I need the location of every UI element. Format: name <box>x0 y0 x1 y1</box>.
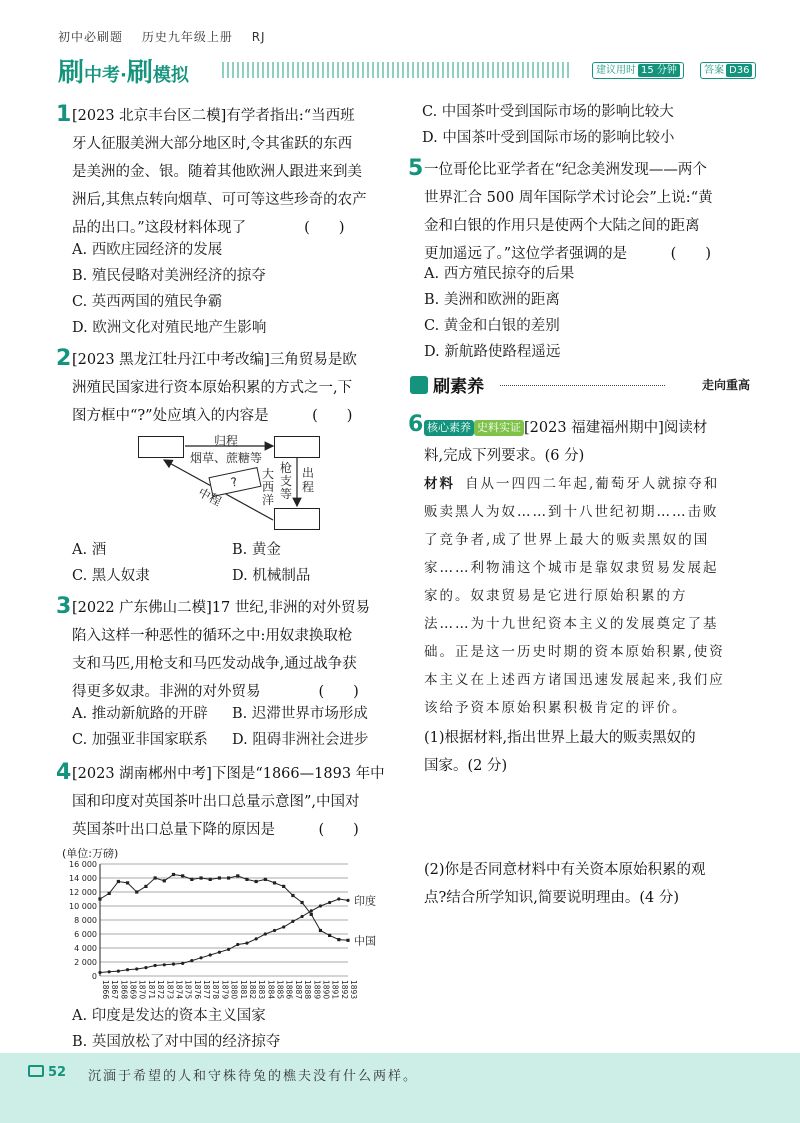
question-3-stem: [2022 广东佛山二模]17 世纪,非洲的对外贸易 陷入这样一种恶性的循环之中:用奴隶换取枪 支和马匹,用枪支和马匹发动战争,通过战争获 得更多奴隶。非洲的对外贸易 ( ) <box>72 600 370 700</box>
chart-point <box>282 925 285 928</box>
chart-point <box>273 881 276 884</box>
chart-point <box>245 878 248 881</box>
time-tag: 建议用时 15 分钟 <box>592 62 684 79</box>
q1-option-a[interactable]: A. 西欧庄园经济的发展 <box>72 242 223 258</box>
chart-point <box>245 942 248 945</box>
question-number-3: 3 <box>56 594 72 619</box>
chart-xtick-label: 1885 <box>275 980 285 1000</box>
footer <box>0 1053 800 1123</box>
section-divider <box>500 385 665 386</box>
footer-motto: 沉湎于希望的人和守株待兔的樵夫没有什么两样。 <box>88 1069 419 1084</box>
q4-option-b[interactable]: B. 英国放松了对中国的经济掠夺 <box>72 1034 281 1050</box>
chart-point <box>255 937 258 940</box>
chart-xtick-label: 1868 <box>119 980 129 1000</box>
sub-question-2: (2)你是否同意材料中有关资本原始积累的观 点?结合所学知识,简要说明理由。(4 分) <box>424 862 706 906</box>
chart-point <box>199 956 202 959</box>
chart-point <box>181 874 184 877</box>
q2-option-d[interactable]: D. 机械制品 <box>232 568 311 584</box>
q1-option-d[interactable]: D. 欧洲文化对殖民地产生影响 <box>72 320 267 336</box>
chart-ytick-label: 6 000 <box>74 930 97 939</box>
section-icon <box>410 376 428 394</box>
chart-xtick-label: 1877 <box>202 980 212 1000</box>
chart-xtick-label: 1893 <box>349 980 358 1000</box>
chart-point <box>190 959 193 962</box>
box-question: ? <box>208 467 261 497</box>
chart-xtick-label: 1879 <box>220 980 230 1000</box>
sub-question-1: (1)根据材料,指出世界上最大的贩卖黑奴的 国家。(2 分) <box>424 730 696 774</box>
book-name: 初中必刷题 <box>58 30 124 44</box>
chart-point <box>346 899 349 902</box>
chart-point <box>319 929 322 932</box>
chart-xtick-label: 1883 <box>257 980 267 1000</box>
chart-point <box>172 873 175 876</box>
q2-option-a[interactable]: A. 酒 <box>72 542 107 558</box>
chart-point <box>218 951 221 954</box>
q3-option-c[interactable]: C. 加强亚非国家联系 <box>72 732 208 748</box>
chart-xtick-label: 1878 <box>211 980 221 1000</box>
chart-ytick-label: 12 000 <box>69 888 97 897</box>
chart-xtick-label: 1882 <box>247 980 257 1000</box>
chart-point <box>310 909 313 912</box>
edition: RJ <box>251 30 266 44</box>
chart-point <box>98 971 101 974</box>
chart-point <box>264 932 267 935</box>
chart-point <box>117 970 120 973</box>
chart-ytick-label: 16 000 <box>69 860 97 869</box>
chart-point <box>218 876 221 879</box>
chart-ytick-label: 10 000 <box>69 902 97 911</box>
chart-xtick-label: 1870 <box>137 980 147 1000</box>
chart-point <box>273 929 276 932</box>
chart-point <box>255 880 258 883</box>
chart-svg <box>60 846 400 1026</box>
question-number-4: 4 <box>56 760 72 785</box>
answer-area-2[interactable] <box>424 914 744 1044</box>
badge-core: 核心素养 <box>424 420 474 436</box>
label-goods: 烟草、蔗糖等 <box>190 451 263 465</box>
chart-point <box>291 894 294 897</box>
q5-option-a[interactable]: A. 西方殖民掠夺的后果 <box>424 266 575 282</box>
chart-point <box>300 901 303 904</box>
chart-ytick-label: 8 000 <box>74 916 97 925</box>
chart-series-label: 印度 <box>354 894 376 908</box>
chart-xtick-label: 1889 <box>312 980 322 1000</box>
material-label: 材料 <box>424 476 455 492</box>
q1-option-c[interactable]: C. 英西两国的殖民争霸 <box>72 294 223 310</box>
box-america <box>274 436 320 458</box>
chart-point <box>154 964 157 967</box>
header-stripes <box>222 62 572 78</box>
chart-xtick-label: 1866 <box>101 980 110 1000</box>
chart-point <box>236 874 239 877</box>
question-4-stem: [2023 湖南郴州中考]下图是“1866—1893 年中 国和印度对英国茶叶出口总量示意图”,中国对 英国茶叶出口总量下降的原因是 ( ) <box>72 766 385 838</box>
chart-point <box>98 897 101 900</box>
triangle-trade-diagram <box>130 430 330 535</box>
chart-ytick-label: 4 000 <box>74 944 97 953</box>
chart-point <box>209 878 212 881</box>
chart-point <box>126 968 129 971</box>
q3-option-b[interactable]: B. 迟滞世界市场形成 <box>232 706 368 722</box>
chart-xtick-label: 1884 <box>266 980 276 1000</box>
q2-option-c[interactable]: C. 黑人奴隶 <box>72 568 150 584</box>
chart-series-line <box>100 875 348 941</box>
chart-xtick-label: 1875 <box>183 980 193 1000</box>
chart-xtick-label: 1892 <box>339 980 349 1000</box>
q4-option-d[interactable]: D. 中国茶叶受到国际市场的影响比较小 <box>422 130 675 146</box>
chart-point <box>126 881 129 884</box>
chart-point <box>319 904 322 907</box>
chart-point <box>154 876 157 879</box>
subject-name: 历史九年级上册 <box>141 30 233 44</box>
chart-point <box>300 915 303 918</box>
label-guns: 枪支等 <box>280 461 293 501</box>
chart-point <box>328 934 331 937</box>
chart-point <box>163 879 166 882</box>
chart-point <box>291 920 294 923</box>
chart-xtick-label: 1874 <box>174 980 184 1000</box>
answer-tag: 答案 D36 <box>700 62 756 79</box>
q2-option-b[interactable]: B. 黄金 <box>232 542 281 558</box>
chart-unit-label: (单位:万磅) <box>62 847 119 860</box>
label-ocean: 大西洋 <box>262 467 275 507</box>
chart-ytick-label: 0 <box>91 972 97 981</box>
tea-export-chart <box>60 846 400 1026</box>
chart-xtick-label: 1871 <box>146 980 156 1000</box>
chart-xtick-label: 1890 <box>321 980 331 1000</box>
label-middle: 中程 <box>195 485 224 509</box>
chart-point <box>328 901 331 904</box>
label-return: 归程 <box>214 434 239 448</box>
section-header <box>410 372 750 398</box>
chart-xtick-label: 1869 <box>128 980 138 1000</box>
chart-point <box>209 953 212 956</box>
chart-point <box>172 963 175 966</box>
q5-option-d[interactable]: D. 新航路使路程遥远 <box>424 344 561 360</box>
q5-option-c[interactable]: C. 黄金和白银的差别 <box>424 318 560 334</box>
chart-point <box>282 885 285 888</box>
chart-series-label: 中国 <box>354 934 376 948</box>
q1-option-b[interactable]: B. 殖民侵略对美洲经济的掠夺 <box>72 268 266 284</box>
badge-evidence: 史料实证 <box>474 420 524 436</box>
chart-point <box>144 885 147 888</box>
q3-option-a[interactable]: A. 推动新航路的开辟 <box>72 706 208 722</box>
material-block: 材料 自从一四四二年起,葡萄牙人就掠夺和 贩卖黑人为奴……到十八世纪初期……击败 了竞争者,成了世界上最大的贩卖黑奴的国 家……利物浦这个城市是靠奴隶贸易发展起 家的。奴隶贸易是它进行原始积累的方 法……为十九世纪资本主义的发展奠定了基 础。正是这一历史时期的资本原始积累,使资 本主义在上述西方诸国迅速发展起来,我们应 该给予资本原始积累积极肯定的评价。 <box>424 476 725 716</box>
answer-area-1[interactable] <box>424 780 744 850</box>
chart-point <box>346 939 349 942</box>
box-africa <box>274 508 320 530</box>
chart-point <box>135 890 138 893</box>
q5-option-b[interactable]: B. 美洲和欧洲的距离 <box>424 292 560 308</box>
chart-xtick-label: 1873 <box>165 980 175 1000</box>
chart-point <box>264 878 267 881</box>
chart-point <box>337 938 340 941</box>
label-out: 出程 <box>302 466 315 494</box>
chart-ytick-label: 2 000 <box>74 958 97 967</box>
chart-xtick-label: 1872 <box>156 980 166 1000</box>
chart-point <box>310 913 313 916</box>
chart-point <box>227 876 230 879</box>
chart-point <box>199 876 202 879</box>
page-number: 52 <box>48 1065 67 1080</box>
chart-xtick-label: 1891 <box>330 980 340 1000</box>
chart-point <box>236 943 239 946</box>
cart-icon <box>28 1065 44 1077</box>
question-number-2: 2 <box>56 346 72 371</box>
chart-ytick-label: 14 000 <box>69 874 97 883</box>
chart-point <box>190 878 193 881</box>
chart-xtick-label: 1887 <box>293 980 303 1000</box>
chart-xtick-label: 1886 <box>284 980 294 1000</box>
chart-xtick-label: 1880 <box>229 980 239 1000</box>
chart-xtick-label: 1867 <box>110 980 120 1000</box>
brand-title: 刷中考·刷模拟 <box>58 58 189 88</box>
section-title: 刷素养 <box>433 377 485 397</box>
section-right-label: 走向重高 <box>701 378 750 392</box>
question-1-stem: [2023 北京丰台区二模]有学者指出:“当西班 牙人征服美洲大部分地区时,令其雀跃的东西 是美洲的金、银。随着其他欧洲人跟进来到美 洲后,其焦点转向烟草、可可等这些珍奇的农产 品的出口。”这段材料体现了 ( ) <box>72 108 367 236</box>
chart-point <box>144 966 147 969</box>
question-number-1: 1 <box>56 102 72 127</box>
chart-point <box>163 963 166 966</box>
q4-option-a[interactable]: A. 印度是发达的资本主义国家 <box>72 1008 266 1024</box>
book-info <box>58 28 280 45</box>
chart-point <box>117 880 120 883</box>
chart-point <box>181 962 184 965</box>
q3-option-d[interactable]: D. 阻碍非洲社会进步 <box>232 732 369 748</box>
chart-point <box>337 897 340 900</box>
chart-point <box>108 892 111 895</box>
box-europe <box>138 436 184 458</box>
question-6-intro: 核心素养 史料实证 [2023 福建福州期中]阅读材 料,完成下列要求。(6 分) <box>424 420 708 464</box>
chart-xtick-label: 1881 <box>238 980 248 1000</box>
q4-option-c[interactable]: C. 中国茶叶受到国际市场的影响比较大 <box>422 104 674 120</box>
question-5-stem: 一位哥伦比亚学者在“纪念美洲发现——两个 世界汇合 500 周年国际学术讨论会”上说:“黄 金和白银的作用只是使两个大陆之间的距离 更加遥远了。”这位学者强调的是 ( ) <box>424 162 713 262</box>
chart-xtick-label: 1888 <box>303 980 313 1000</box>
chart-point <box>227 948 230 951</box>
question-number-5: 5 <box>408 156 424 181</box>
question-2-stem: [2023 黑龙江牡丹江中考改编]三角贸易是欧 洲殖民国家进行资本原始积累的方式之一,下 图方框中“?”处应填入的内容是 ( ) <box>72 352 357 424</box>
chart-point <box>135 967 138 970</box>
question-number-6: 6 <box>408 412 424 437</box>
chart-xtick-label: 1876 <box>192 980 202 1000</box>
chart-point <box>108 970 111 973</box>
